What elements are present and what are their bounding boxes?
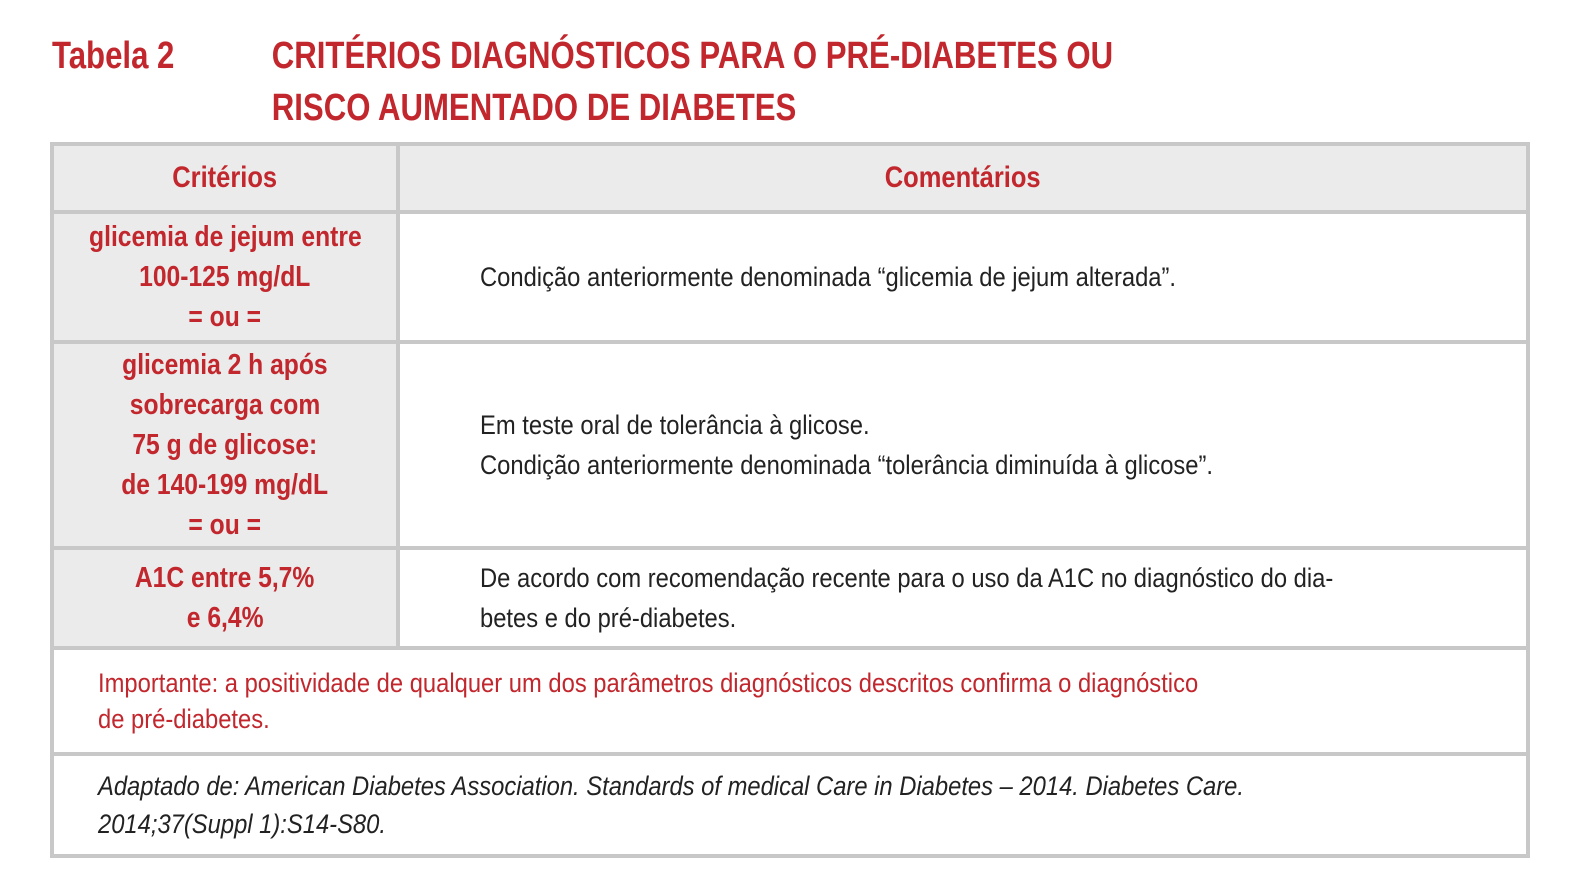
header-criteria — [54, 146, 396, 210]
criteria-line: 75 g de glicose: — [132, 429, 318, 461]
criteria-line: A1C entre 5,7% — [135, 562, 315, 594]
comment-line: De acordo com recomendação recente para o uso da A1C no diagnóstico do dia- — [480, 563, 1334, 593]
header-comments — [400, 146, 1526, 210]
criteria-line: glicemia de jejum entre — [88, 221, 362, 253]
criteria-line: e 6,4% — [186, 602, 264, 634]
criteria-line: 100-125 mg/dL — [139, 261, 311, 293]
criteria-a1c — [54, 550, 396, 646]
comment-glucose-tolerance — [400, 344, 1526, 546]
criteria-line: = ou = — [188, 301, 262, 333]
table-heading-line: CRITÉRIOS DIAGNÓSTICOS PARA O PRÉ-DIABETES OU — [271, 35, 1114, 77]
header-criteria-label: Critérios — [172, 161, 278, 194]
source-citation — [54, 756, 1526, 854]
important-note — [54, 650, 1526, 752]
comment-line: Condição anteriormente denominada “tolerância diminuída à glicose”. — [480, 450, 1214, 480]
note-line: de pré-diabetes. — [98, 704, 270, 734]
criteria-glucose-tolerance — [54, 344, 396, 546]
criteria-line: glicemia 2 h após — [122, 349, 328, 381]
comment-fasting-glucose — [400, 214, 1526, 340]
criteria-line: sobrecarga com — [129, 389, 321, 421]
comment-line: Em teste oral de tolerância à glicose. — [480, 410, 870, 440]
criteria-line: = ou = — [188, 509, 262, 541]
table-heading — [272, 30, 1113, 134]
criteria-table — [50, 142, 1530, 858]
table-number: Tabela 2 — [52, 35, 175, 77]
source-line: 2014;37(Suppl 1):S14-S80. — [98, 809, 386, 839]
note-line: Importante: a positividade de qualquer um dos parâmetros diagnósticos descritos confirma o diagnóstico — [98, 668, 1199, 698]
source-line: Adaptado de: American Diabetes Association. Standards of medical Care in Diabetes – 2014. Diabetes Care. — [98, 771, 1244, 801]
criteria-line: de 140-199 mg/dL — [121, 469, 329, 501]
comment-a1c — [400, 550, 1526, 646]
criteria-fasting-glucose — [54, 214, 396, 340]
comment-line: Condição anteriormente denominada “glicemia de jejum alterada”. — [480, 262, 1177, 292]
header-comments-label: Comentários — [885, 161, 1041, 194]
column-divider — [396, 146, 400, 646]
table-heading-line: RISCO AUMENTADO DE DIABETES — [271, 87, 797, 129]
comment-line: betes e do pré-diabetes. — [480, 603, 737, 633]
